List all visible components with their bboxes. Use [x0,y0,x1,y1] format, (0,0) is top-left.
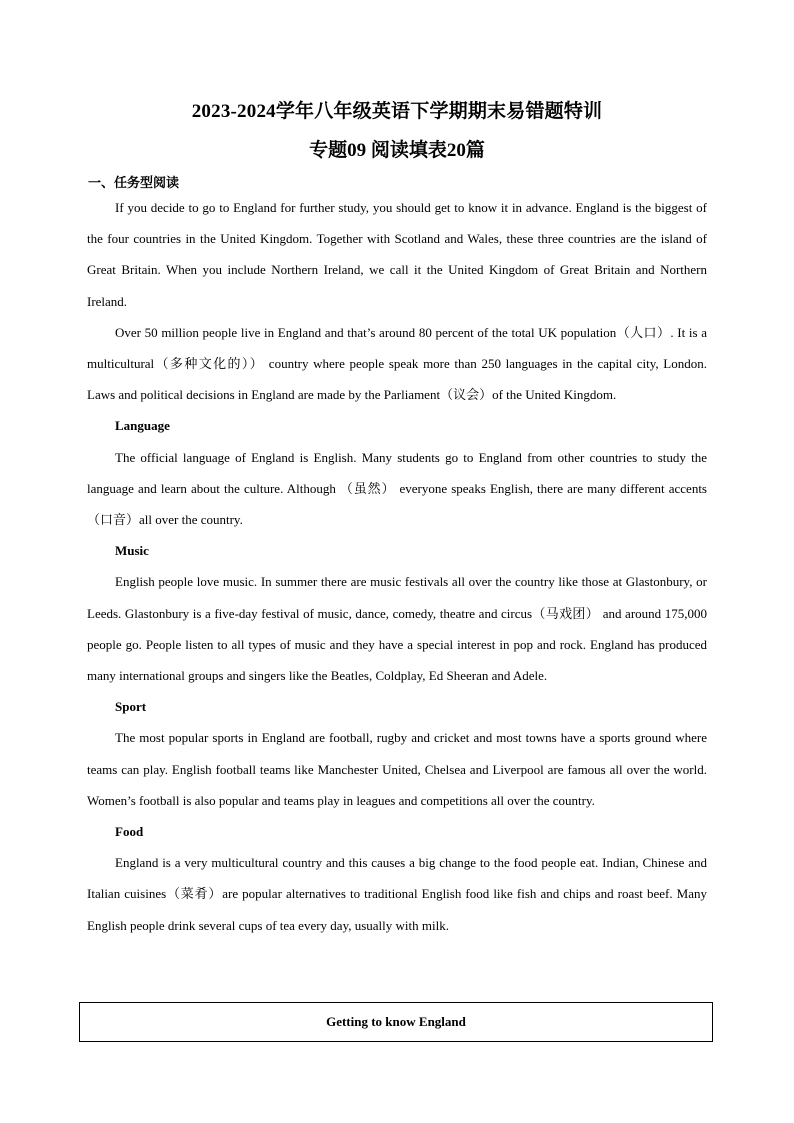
document-title: 2023-2024学年八年级英语下学期期末易错题特训 [191,101,603,122]
heading-sport: Sport [115,699,147,715]
paragraph-intro-2: Over 50 million people live in England and that’s around 80 percent of the total UK population（人口）. It is a multicultural（多种文化的）） country where people speak more than 250 languages in the capital city, London. Laws and political decisions in England are made by the Parliament（议会）of the United Kingdom. [87,324,707,403]
paragraph-sport: The most popular sports in England are football, rugby and cricket and most towns have a sports ground where teams can play. English football teams like Manchester United, Chelsea and Liverpool are famous all over the world. Women’s football is also popular and teams play in leagues and competitions all over the country. [87,730,707,808]
section-heading: 一、任务型阅读 [88,175,180,190]
heading-language: Language [115,418,170,434]
heading-music: Music [115,543,149,559]
paragraph-intro-1: If you decide to go to England for further study, you should get to know it in advance. England is the biggest of the four countries in the United Kingdom. Together with Scotland and Wales, these three countries are the island of Great Britain. When you include Northern Ireland, we call it the United Kingdom of Great Britain and Northern Ireland. [87,200,707,309]
paragraph-language: The official language of England is English. Many students go to England from other countries to study the language and learn about the culture. Although （虽然） everyone speaks English, there are many different accents（口音）all over the country. [87,449,707,528]
reading-passage [87,192,707,941]
paragraph-food: England is a very multicultural country and this causes a big change to the food people eat. Indian, Chinese and Italian cuisines（菜肴）are popular alternatives to traditional English food like fish and chips and roast beef. Many English people drink several cups of tea every day, usually with milk. [87,855,707,933]
table-title: Getting to know England [326,1014,466,1029]
heading-food: Food [115,824,144,840]
document-subtitle: 专题09 阅读填表20篇 [309,140,485,161]
paragraph-music: English people love music. In summer there are music festivals all over the country like those at Glastonbury, or Leeds. Glastonbury is a five-day festival of music, dance, comedy, theatre and circus（马戏团） and around 175,000 people go. People listen to all types of music and they have a special interest in pop and rock. England has produced many international groups and singers like the Beatles, Coldplay, Ed Sheeran and Adele. [87,574,707,684]
table-title-box [79,1002,713,1042]
